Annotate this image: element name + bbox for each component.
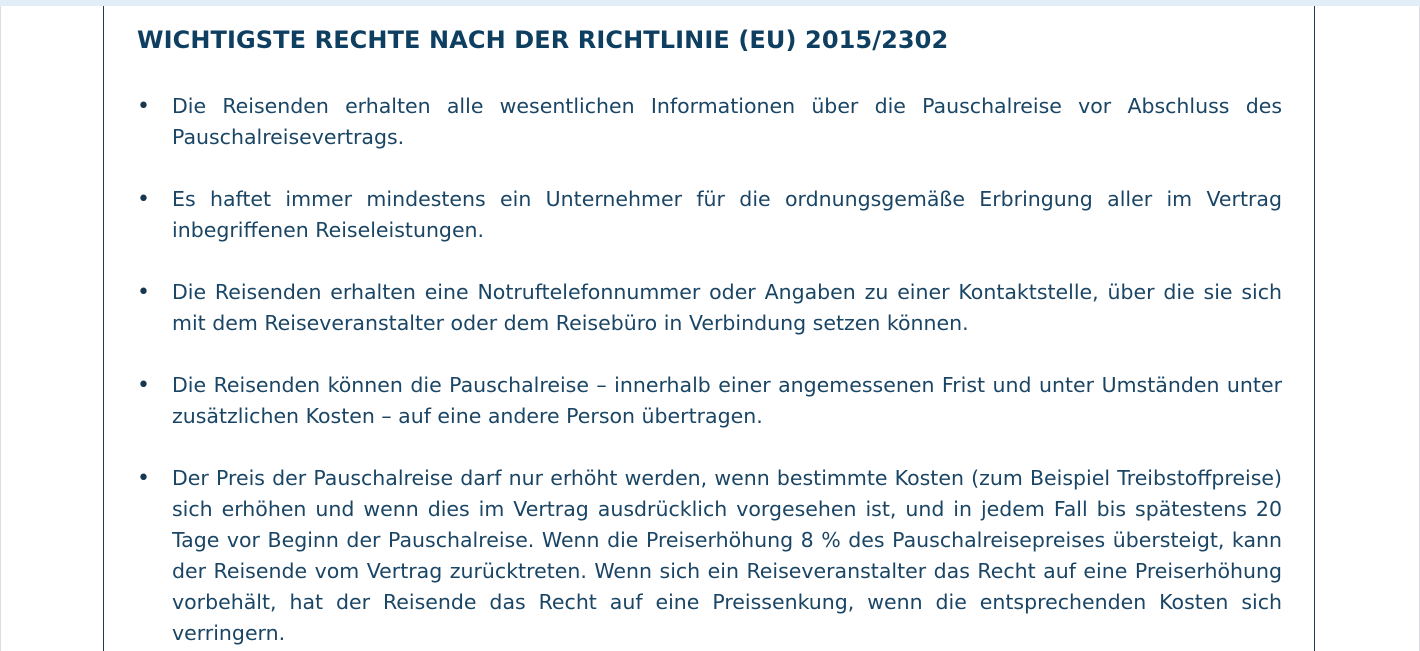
rights-list-item xyxy=(137,184,1282,246)
rights-list-item xyxy=(137,277,1282,339)
document-heading: WICHTIGSTE RECHTE NACH DER RICHTLINIE (EU) 2015/2302 xyxy=(137,26,949,54)
rights-list xyxy=(137,91,1282,651)
bullet-icon: • xyxy=(137,94,150,119)
viewer-left-edge xyxy=(0,6,1,651)
rights-item-text: Der Preis der Pauschalreise darf nur erhöht werden, wenn bestimmte Kosten (zum Beispiel Treibstoffpreise) sich erhöhen und wenn dies im Vertrag ausdrücklich vorgesehen ist, und in jedem Fall bis spätestens 20 Tage vor Beginn der Pauschalreise. Wenn die Preiserhöhung 8 % des Pauschalreisepreises übersteigt, kann der Reisende vom Vertrag zurücktreten. Wenn sich ein Reiseveranstalter das Recht auf eine Preiserhöhung vorbehält, hat der Reisende das Recht auf eine Preissenkung, wenn die entsprechenden Kosten sich verringern. xyxy=(172,466,1282,645)
rights-item-text: Die Reisenden können die Pauschalreise – innerhalb einer angemessenen Frist und unter Umständen unter zusätzlichen Kosten – auf eine andere Person übertragen. xyxy=(172,373,1282,428)
rights-list-item xyxy=(137,370,1282,432)
rights-item-text: Die Reisenden erhalten eine Notruftelefonnummer oder Angaben zu einer Kontaktstelle, über die sie sich mit dem Reiseveranstalter oder dem Reisebüro in Verbindung setzen können. xyxy=(172,280,1282,335)
bullet-icon: • xyxy=(137,373,150,398)
rights-item-text: Es haftet immer mindestens ein Unternehmer für die ordnungsgemäße Erbringung aller im Vertrag inbegriffenen Reiseleistungen. xyxy=(172,187,1282,242)
rights-item-text: Die Reisenden erhalten alle wesentlichen Informationen über die Pauschalreise vor Abschluss des Pauschalreisevertrags. xyxy=(172,94,1282,149)
bullet-icon: • xyxy=(137,187,150,212)
rights-list-item xyxy=(137,463,1282,649)
bullet-icon: • xyxy=(137,466,150,491)
bullet-icon: • xyxy=(137,280,150,305)
rights-list-item xyxy=(137,91,1282,153)
